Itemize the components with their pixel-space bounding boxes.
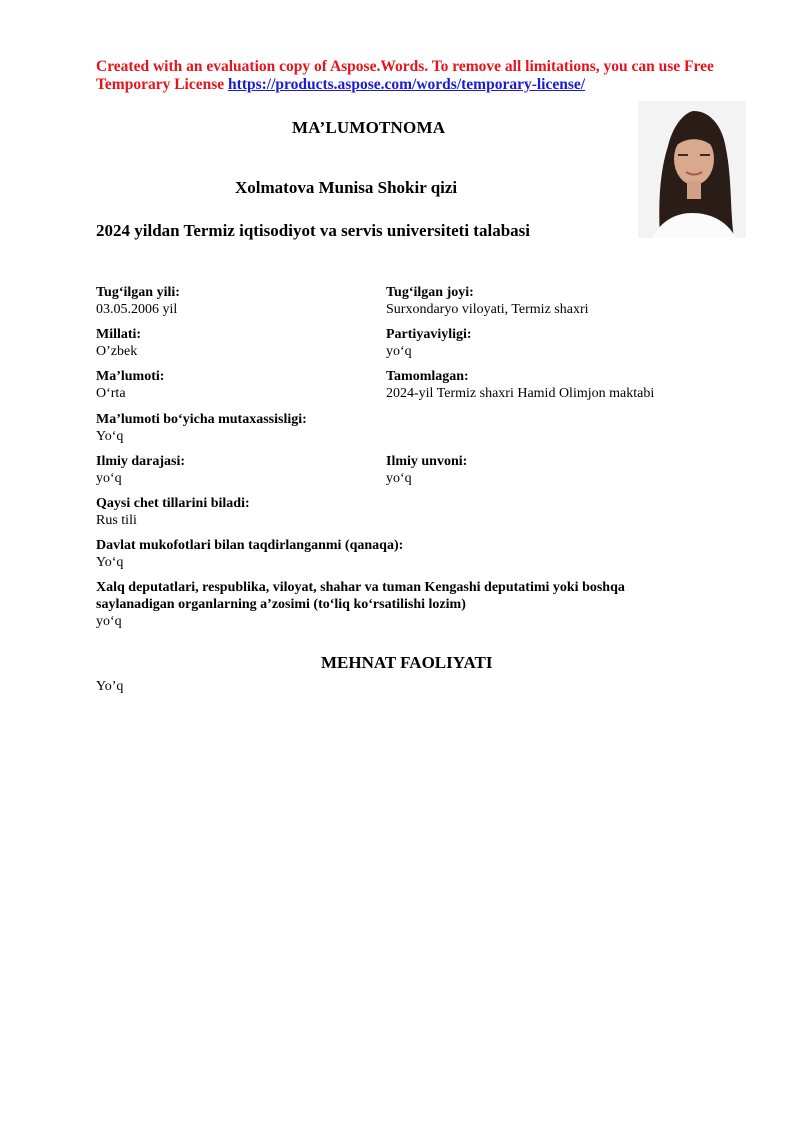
field-value: yo‘q xyxy=(96,614,122,629)
status-subtitle: 2024 yildan Termiz iqtisodiyot va servis universiteti talabasi xyxy=(96,221,530,240)
field-value: yo‘q xyxy=(386,344,412,359)
field-label: Tamomlagan: xyxy=(386,369,469,384)
watermark-text: Created with an evaluation copy of Aspose.Words. To remove all limitations, you can use Free Temporary License xyxy=(96,58,714,93)
field-value: 2024-yil Termiz shaxri Hamid Olimjon maktabi xyxy=(386,386,655,401)
field-value: Surxondaryo viloyati, Termiz shaxri xyxy=(386,302,589,317)
profile-photo xyxy=(638,101,746,238)
field-label: Xalq deputatlari, respublika, viloyat, shahar va tuman Kengashi deputatimi yoki boshqa saylanadigan organlarning a’zosimi (to‘liq ko‘rsatilishi lozim) xyxy=(96,580,625,612)
field-graduated xyxy=(386,368,654,402)
field-awards xyxy=(96,537,676,571)
field-birth-place xyxy=(386,284,589,318)
field-value: O’zbek xyxy=(96,344,138,359)
license-link[interactable]: https://products.aspose.com/words/temporary-license/ xyxy=(228,76,586,93)
field-value: Yo‘q xyxy=(96,429,124,444)
field-label: Ma’lumoti bo‘yicha mutaxassisligi: xyxy=(96,412,307,427)
field-label: Davlat mukofotlari bilan taqdirlanganmi (qanaqa): xyxy=(96,538,404,553)
field-specialty xyxy=(96,411,676,445)
field-label: Partiyaviyligi: xyxy=(386,327,472,342)
field-value: Yo‘q xyxy=(96,555,124,570)
field-label: Tug‘ilgan joyi: xyxy=(386,285,474,300)
field-deputy xyxy=(96,579,676,630)
field-rank xyxy=(386,453,467,487)
person-name: Xolmatova Munisa Shokir qizi xyxy=(235,178,458,197)
field-value: 03.05.2006 yil xyxy=(96,302,178,317)
field-label: Qaysi chet tillarini biladi: xyxy=(96,496,250,511)
field-label: Millati: xyxy=(96,327,142,342)
field-label: Ma’lumoti: xyxy=(96,369,165,384)
field-education xyxy=(96,368,164,402)
field-birth-year xyxy=(96,284,180,318)
work-section-value: Yo’q xyxy=(96,679,124,694)
field-label: Ilmiy darajasi: xyxy=(96,454,186,469)
field-party xyxy=(386,326,472,360)
evaluation-watermark xyxy=(96,58,756,94)
field-value: yo‘q xyxy=(96,471,122,486)
field-label: Tug‘ilgan yili: xyxy=(96,285,180,300)
field-nationality xyxy=(96,326,141,360)
field-label: Ilmiy unvoni: xyxy=(386,454,468,469)
document-title: MA’LUMOTNOMA xyxy=(292,118,446,137)
field-degree xyxy=(96,453,185,487)
field-value: Rus tili xyxy=(96,513,137,528)
portrait-image xyxy=(638,101,746,238)
field-value: yo‘q xyxy=(386,471,412,486)
field-languages xyxy=(96,495,676,529)
work-section-title: MEHNAT FAOLIYATI xyxy=(321,653,493,672)
field-value: O‘rta xyxy=(96,386,126,401)
